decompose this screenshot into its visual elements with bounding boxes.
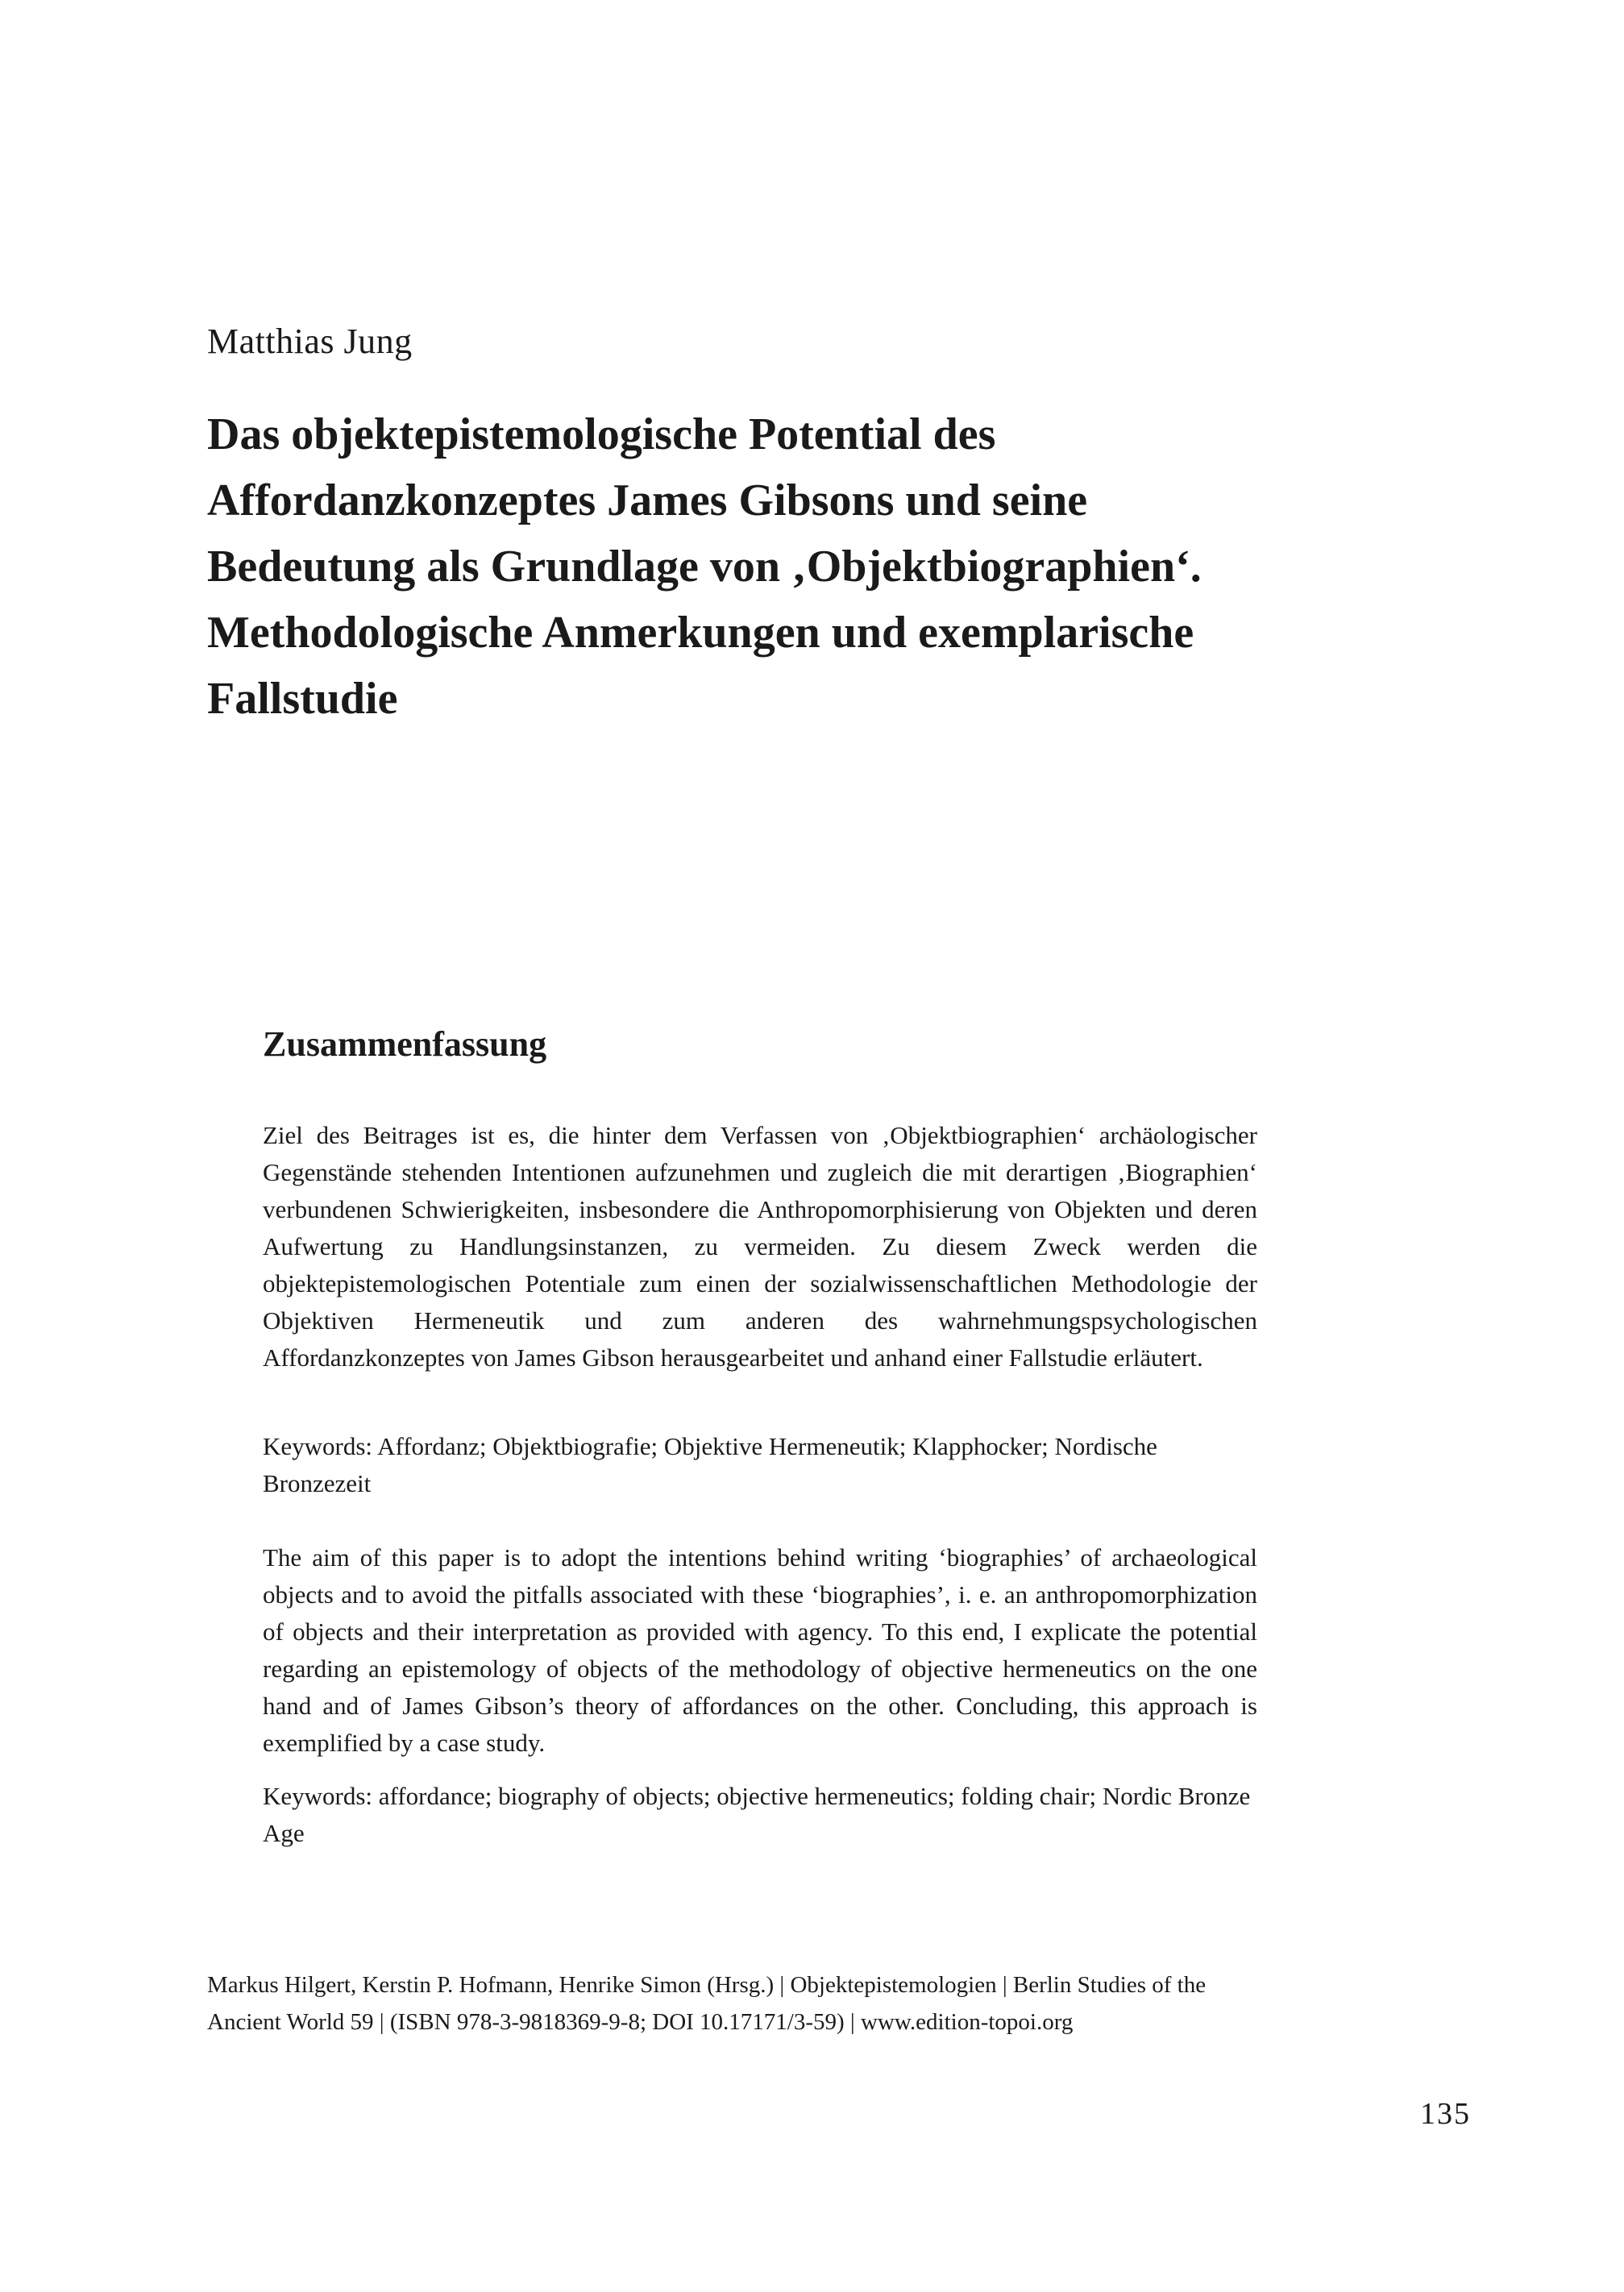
abstract-english: The aim of this paper is to adopt the intentions behind writing ‘biographies’ of archaeological objects and to avoid the pitfalls associated with these ‘biographies’, i. e. an anthropomorphization of objects and their interpretation as provided with agency. To this end, I explicate the potential regarding an epistemology of objects of the methodology of objective hermeneutics on the one hand and of James Gibson’s theory of affordances on the other. Concluding, this approach is exemplified by a case study. bbox=[263, 1543, 1257, 1757]
keywords-english: Keywords: affordance; biography of objects; objective hermeneutics; folding chair; Nordic Bronze Age bbox=[263, 1782, 1251, 1847]
title-line: Bedeutung als Grundlage von ‚Objektbiographien‘. bbox=[207, 542, 1202, 592]
title-line: Das objektepistemologische Potential des bbox=[207, 409, 996, 459]
abstract-german: Ziel des Beitrages ist es, die hinter dem Verfassen von ‚Objektbiographien‘ archäologischer Gegenstände stehenden Intentionen aufzunehmen und zugleich die mit derartigen ‚Biographien‘ verbundenen Schwierigkeiten, insbesondere die Anthropomorphisierung von Objekten und deren Aufwertung zu Handlungsinstanzen, zu vermeiden. Zu diesem Zweck werden die objektepistemologischen Potentiale zum einen der sozialwissenschaftlichen Methodologie der Objektiven Hermeneutik und zum anderen des wahrnehmungspsychologischen Affordanzkonzeptes von James Gibson herausgearbeitet und anhand einer Fallstudie erläutert. bbox=[263, 1121, 1257, 1372]
section-heading-summary: Zusammenfassung bbox=[263, 1024, 547, 1064]
page-number: 135 bbox=[1420, 2097, 1471, 2131]
footer-citation: Markus Hilgert, Kerstin P. Hofmann, Henrike Simon (Hrsg.) | Objektepistemologien | Berlin Studies of the Ancient World 59 | (ISBN 978-3-9818369-9-8; DOI 10.17171/3-59) | www.edition-topoi.org bbox=[207, 1972, 1207, 2035]
title-line: Fallstudie bbox=[207, 674, 398, 724]
article-title bbox=[207, 401, 1577, 732]
title-line: Methodologische Anmerkungen und exemplarische bbox=[207, 608, 1194, 658]
title-line: Affordanzkonzeptes James Gibsons und seine bbox=[207, 475, 1088, 525]
keywords-german: Keywords: Affordanz; Objektbiografie; Objektive Hermeneutik; Klapphocker; Nordische Bronzezeit bbox=[263, 1432, 1157, 1497]
author-name: Matthias Jung bbox=[207, 322, 413, 361]
